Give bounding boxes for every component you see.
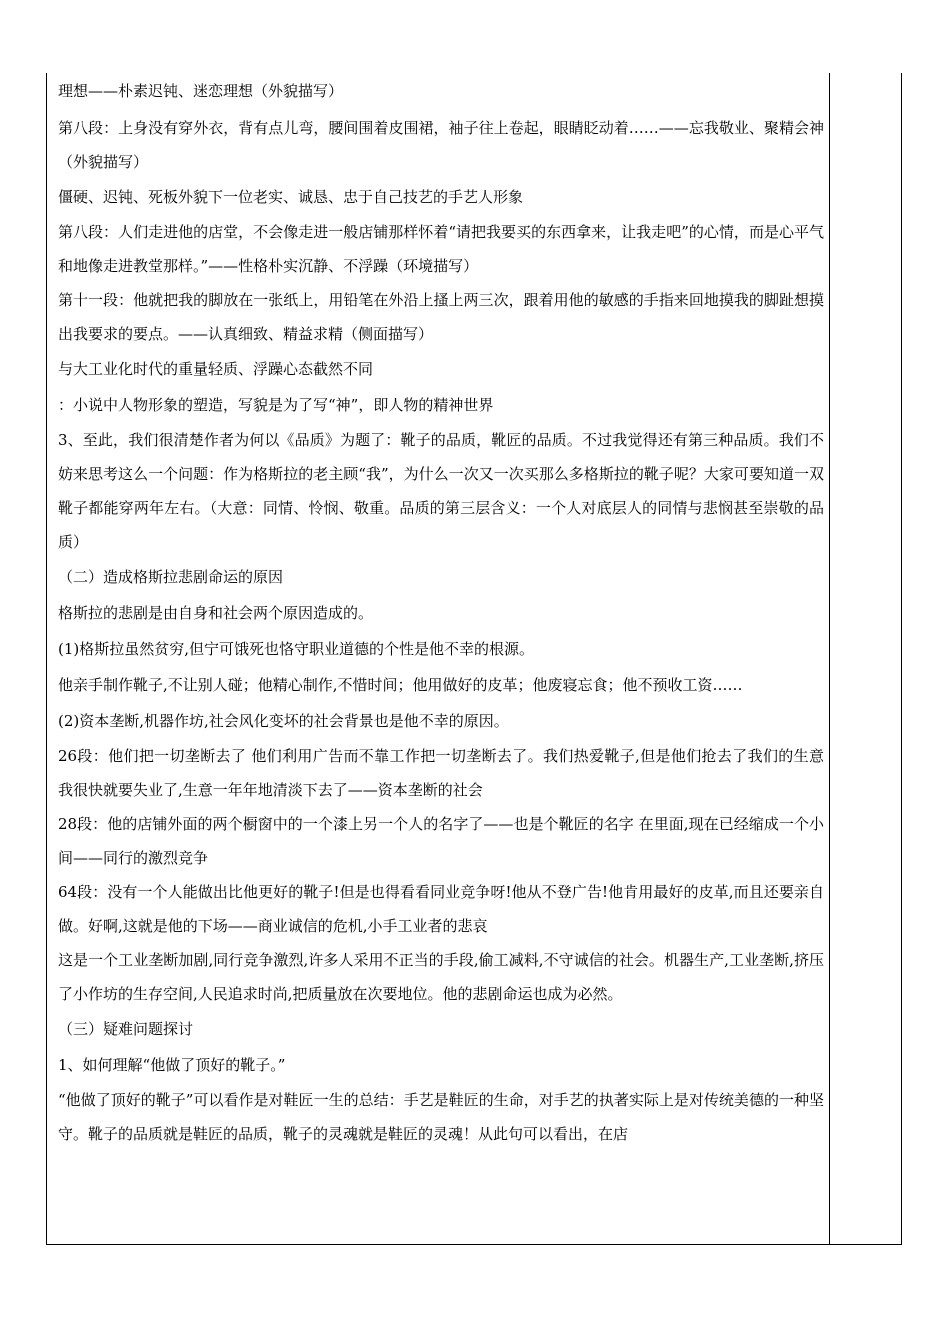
paragraph: 第十一段：他就把我的脚放在一张纸上，用铅笔在外沿上搔上两三次，跟着用他的敏感的手指来回地摸我的脚趾想摸出我要求的要点。——认真细致、精益求精（侧面描写） [58,291,824,343]
paragraph: “他做了顶好的靴子”可以看作是对鞋匠一生的总结：手艺是鞋匠的生命，对手艺的执著实际上是对传统美德的一种坚守。靴子的品质就是鞋匠的品质，靴子的灵魂就是鞋匠的灵魂！从此句可以看出，在店 [58,1091,824,1143]
paragraph: ：小说中人物形象的塑造，写貌是为了写“神”，即人物的精神世界 [58,396,494,414]
paragraph: 3、至此，我们很清楚作者为何以《品质》为题了：靴子的品质，靴匠的品质。不过我觉得还有第三种品质。我们不妨来思考这么一个问题：作为格斯拉的老主顾“我”，为什么一次又一次买那么多格斯拉的靴子呢？大家可要知道一双靴子都能穿两年左右。（大意：同情、怜悯、敬重。品质的第三层含义：一个人对底层人的同情与悲悯甚至崇敬的品质） [58,431,824,551]
paragraph: (1)格斯拉虽然贫穷,但宁可饿死也恪守职业道德的个性是他不幸的根源。 [58,640,535,658]
paragraph: 1、如何理解“他做了顶好的靴子。” [58,1056,286,1074]
lesson-table [46,73,902,1245]
section-heading: （二）造成格斯拉悲剧命运的原因 [58,568,284,586]
paragraph: (2)资本垄断,机器作坊,社会风化变坏的社会背景也是他不幸的原因。 [58,712,509,730]
lesson-content-cell [58,73,824,1151]
paragraph: 僵硬、迟钝、死板外貌下一位老实、诚恳、忠于自己技艺的手艺人形象 [58,188,524,206]
paragraph: 这是一个工业垄断加剧,同行竞争激烈,许多人采用不正当的手段,偷工减料,不守诚信的社会。机器生产,工业垄断,挤压了小作坊的生存空间,人民追求时尚,把质量放在次要地位。他的悲剧命运也成为必然。 [58,951,824,1003]
paragraph: 28段：他的店铺外面的两个橱窗中的一个漆上另一个人的名字了——也是个靴匠的名字 在里面,现在已经缩成一个小间——同行的激烈竞争 [58,815,824,867]
paragraph: 他亲手制作靴子,不让别人碰；他精心制作,不惜时间；他用做好的皮革；他废寝忘食；他不预收工资…… [58,676,743,694]
section-heading: （三）疑难问题探讨 [58,1020,194,1038]
paragraph: 格斯拉的悲剧是由自身和社会两个原因造成的。 [58,604,374,622]
column-divider [829,73,830,1244]
paragraph: 第八段：上身没有穿外衣，背有点儿弯，腰间围着皮围裙，袖子往上卷起，眼睛眨动着……——忘我敬业、聚精会神（外貌描写） [58,119,824,171]
paragraph: 第八段：人们走进他的店堂，不会像走进一般店铺那样怀着“请把我要买的东西拿来，让我走吧”的心情，而是心平气和地像走进教堂那样。”——性格朴实沉静、不浮躁（环境描写） [58,223,824,275]
paragraph: 26段：他们把一切垄断去了 他们利用广告而不靠工作把一切垄断去了。我们热爱靴子,但是他们抢去了我们的生意 我很快就要失业了,生意一年年地清淡下去了——资本垄断的社会 [58,747,824,799]
paragraph: 与大工业化时代的重量轻质、浮躁心态截然不同 [58,360,374,378]
paragraph: 理想——朴素迟钝、迷恋理想（外貌描写） [58,82,344,100]
paragraph: 64段：没有一个人能做出比他更好的靴子!但是也得看看同业竞争呀!他从不登广告!他肯用最好的皮革,而且还要亲自做。好啊,这就是他的下场——商业诚信的危机,小手工业者的悲哀 [58,883,824,935]
